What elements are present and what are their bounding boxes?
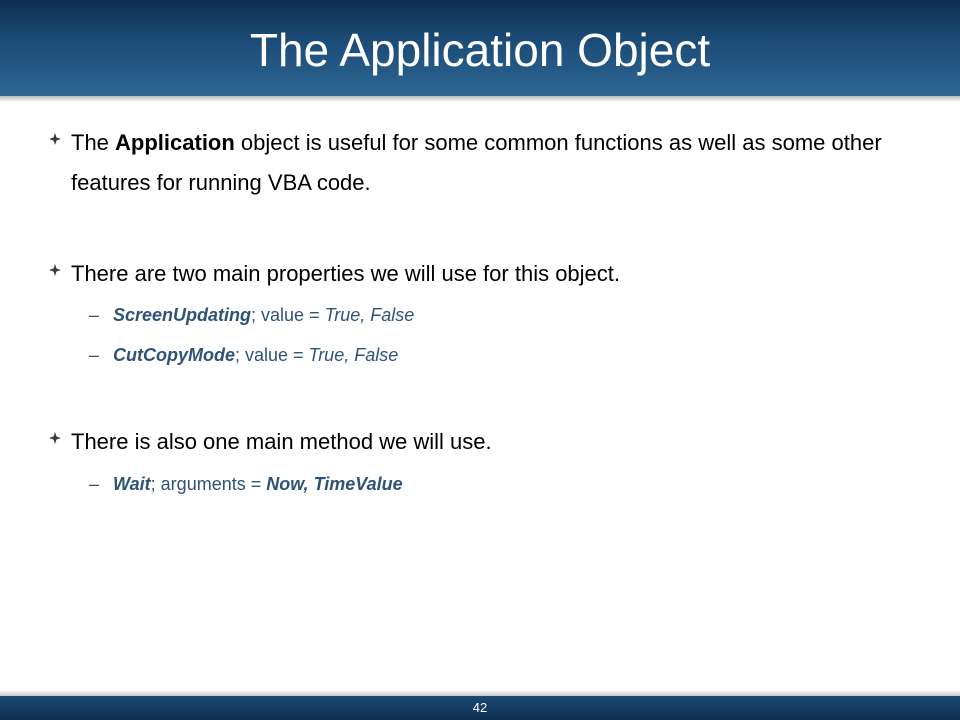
bullet-text-pre: The xyxy=(71,130,116,155)
sub-item-values: Now, TimeValue xyxy=(266,474,403,494)
sub-item-sep: ; value = xyxy=(251,305,325,325)
sub-item-dash: – xyxy=(89,345,100,365)
sub-item xyxy=(89,343,398,367)
sub-item-dash: – xyxy=(89,474,100,494)
sub-item-sep: ; arguments = xyxy=(150,474,267,494)
sub-item-values: True, False xyxy=(324,305,415,325)
bullet-item xyxy=(49,254,889,294)
diamond-bullet-icon xyxy=(49,432,61,444)
sub-item-values: True, False xyxy=(308,345,399,365)
bullet-text: There are two main properties we will use for this object. xyxy=(71,261,621,286)
sub-item-sep: ; value = xyxy=(234,345,309,365)
sub-item xyxy=(89,472,403,496)
sub-item xyxy=(89,303,414,327)
bullet-text-post: object is useful for some common functions as well as some other features for running VBA code. xyxy=(71,130,882,195)
sub-item-name: ScreenUpdating xyxy=(113,305,252,325)
page-number: 42 xyxy=(472,700,488,715)
sub-item-name: CutCopyMode xyxy=(113,345,235,365)
bullet-item xyxy=(49,422,889,462)
bullet-text: There is also one main method we will use. xyxy=(71,429,492,454)
title-bar-shadow xyxy=(0,96,960,102)
sub-item-dash: – xyxy=(89,305,100,325)
sub-item-name: Wait xyxy=(113,474,151,494)
bullet-text xyxy=(71,123,901,203)
diamond-bullet-icon xyxy=(49,133,61,145)
diamond-bullet-icon xyxy=(49,264,61,276)
slide-title: The Application Object xyxy=(249,24,711,76)
bullet-text-bold: Application xyxy=(115,130,235,155)
bullet-item xyxy=(49,123,889,203)
